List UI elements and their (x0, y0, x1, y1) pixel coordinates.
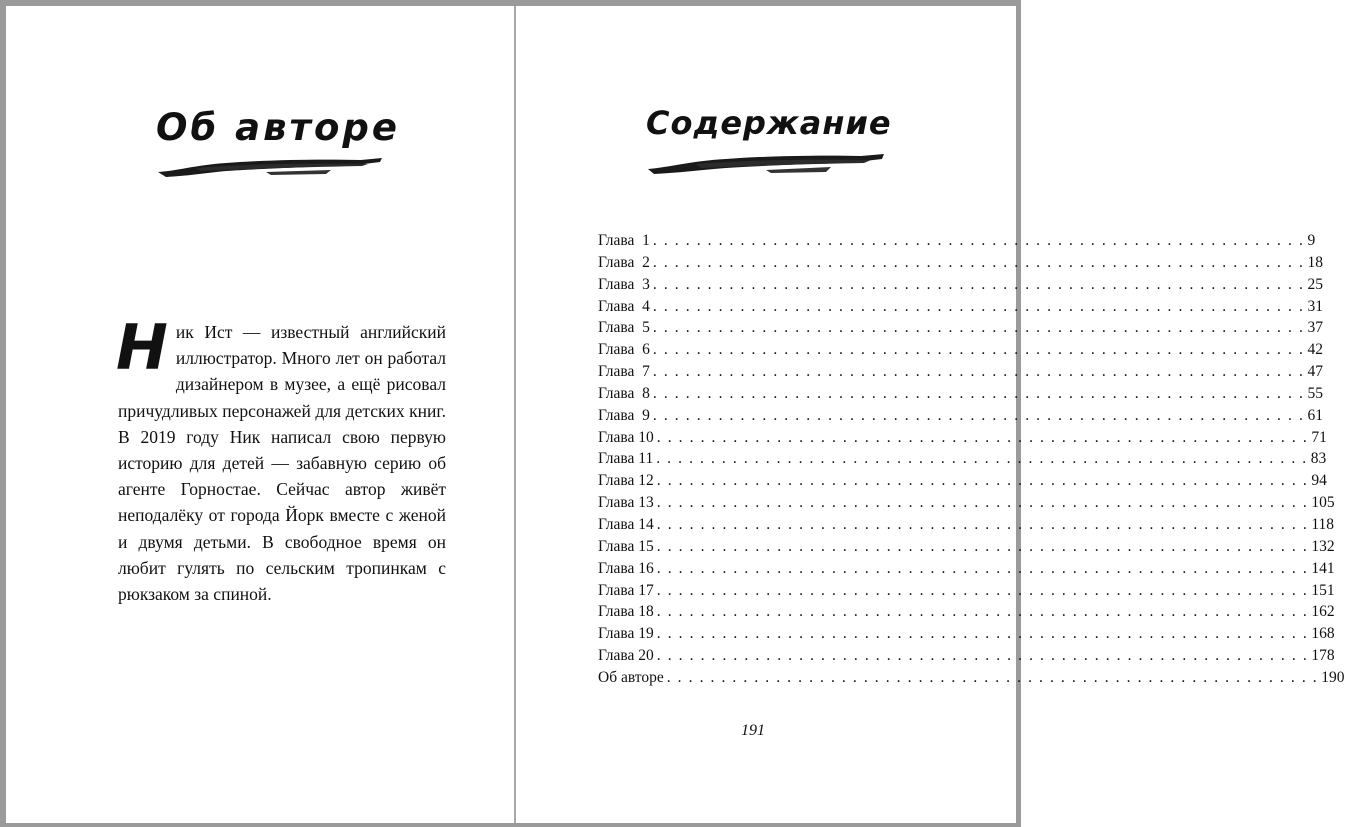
toc-entry-page: 94 (1311, 472, 1327, 490)
toc-entry (598, 361, 1323, 383)
toc-entry (598, 252, 1323, 274)
toc-entry (598, 427, 1327, 449)
toc-leader-dots: . . . . . . . . . . . . . . . . . . . . . . . . . . . . . . . . . . . . . . . . . . . . . . . . . . . . . . . . . . . . (652, 384, 1305, 402)
toc-entry-label: Глава 20 (598, 647, 654, 665)
toc-entry-page: 47 (1307, 363, 1323, 381)
toc-entry-label: Глава 16 (598, 559, 654, 577)
toc-leader-dots: . . . . . . . . . . . . . . . . . . . . . . . . . . . . . . . . . . . . . . . . . . . . . . . . . . . . . . . . . . . . (652, 297, 1305, 315)
toc-entry-page: 83 (1310, 450, 1327, 468)
left-page (6, 6, 514, 823)
toc-leader-dots: . . . . . . . . . . . . . . . . . . . . . . . . . . . . . . . . . . . . . . . . . . . . . . . . . . . . . . . . . . . . (652, 232, 1305, 249)
toc-entry-label: Глава 5 (598, 319, 650, 337)
toc-entry (598, 492, 1335, 514)
toc-entry (598, 383, 1323, 405)
toc-entry (598, 601, 1335, 623)
toc-entry-label: Глава 17 (598, 581, 654, 599)
toc-leader-dots: . . . . . . . . . . . . . . . . . . . . . . . . . . . . . . . . . . . . . . . . . . . . . . . . . . . . . . . . . . . . (656, 494, 1309, 512)
toc-entry-page: 42 (1307, 341, 1323, 359)
toc-entry (598, 558, 1335, 580)
toc-entry-page: 37 (1307, 319, 1323, 337)
toc-leader-dots: . . . . . . . . . . . . . . . . . . . . . . . . . . . . . . . . . . . . . . . . . . . . . . . . . . . . . . . . . . . . (656, 559, 1309, 577)
toc-entry-page: 18 (1307, 253, 1323, 271)
toc-entry-label: Глава 10 (598, 428, 654, 446)
toc-entry-page: 25 (1307, 275, 1323, 293)
dropcap-letter: Н (116, 311, 168, 384)
toc-entry-page: 105 (1311, 494, 1335, 512)
toc-entry-label: Глава 7 (598, 363, 650, 381)
toc-entry-page: 118 (1311, 515, 1334, 533)
toc-entry-page: 162 (1311, 603, 1335, 621)
toc-entry (598, 448, 1327, 470)
toc-entry (598, 470, 1327, 492)
toc-entry (598, 645, 1335, 667)
page-number: 191 (741, 722, 765, 739)
toc-entry-label: Об авторе (598, 668, 664, 686)
toc-entry-label: Глава 6 (598, 341, 650, 359)
toc-leader-dots: . . . . . . . . . . . . . . . . . . . . . . . . . . . . . . . . . . . . . . . . . . . . . . . . . . . . . . . . . . . . (666, 668, 1319, 686)
toc-entry-label: Глава 8 (598, 384, 650, 402)
toc-leader-dots: . . . . . . . . . . . . . . . . . . . . . . . . . . . . . . . . . . . . . . . . . . . . . . . . . . . . . . . . . . . . (652, 406, 1305, 424)
toc-entry (598, 230, 1316, 252)
toc-entry-label: Глава 3 (598, 275, 650, 293)
author-bio-text: ик Ист — известный английский иллюстратор. Много лет он работал дизайнером в музее, а ещё рисовал причудливых персонажей для детских книг. В 2019 году Ник написал свою первую историю для детей — забавную серию об агенте Горностае. Сейчас автор живёт неподалёку от города Йорк вместе с женой и двумя детьми. В свободное время он любит гулять по сельским тропинкам с рюкзаком за спиной. (118, 322, 446, 605)
toc-entry-label: Глава 4 (598, 297, 650, 315)
toc-entry (598, 317, 1323, 339)
toc-entry-label: Глава 9 (598, 406, 650, 424)
toc-leader-dots: . . . . . . . . . . . . . . . . . . . . . . . . . . . . . . . . . . . . . . . . . . . . . . . . . . . . . . . . . . . . (656, 450, 1308, 468)
toc-entry (598, 667, 1345, 689)
toc-entry-label: Глава 14 (598, 515, 654, 533)
toc-entry-label: Глава 12 (598, 472, 654, 490)
toc-entry-label: Глава 18 (598, 603, 654, 621)
toc-entry-page: 61 (1307, 406, 1323, 424)
toc-entry (598, 405, 1323, 427)
toc-entry-label: Глава 11 (598, 450, 654, 468)
toc-entry-page: 9 (1307, 232, 1316, 249)
toc-leader-dots: . . . . . . . . . . . . . . . . . . . . . . . . . . . . . . . . . . . . . . . . . . . . . . . . . . . . . . . . . . . . (656, 428, 1309, 446)
toc-entry-page: 178 (1311, 647, 1335, 665)
toc-entry (598, 296, 1323, 318)
toc-leader-dots: . . . . . . . . . . . . . . . . . . . . . . . . . . . . . . . . . . . . . . . . . . . . . . . . . . . . . . . . . . . . (656, 472, 1309, 490)
about-author-heading: Об авторе (156, 106, 400, 149)
toc-entry (598, 580, 1335, 602)
toc-entry (598, 339, 1323, 361)
toc-entry-page: 168 (1311, 625, 1335, 643)
right-page (516, 6, 1345, 823)
table-of-contents (598, 230, 1345, 689)
toc-leader-dots: . . . . . . . . . . . . . . . . . . . . . . . . . . . . . . . . . . . . . . . . . . . . . . . . . . . . . . . . . . . . (652, 341, 1305, 359)
toc-leader-dots: . . . . . . . . . . . . . . . . . . . . . . . . . . . . . . . . . . . . . . . . . . . . . . . . . . . . . . . . . . . . (656, 647, 1309, 665)
toc-entry (598, 536, 1335, 558)
author-bio (116, 311, 446, 607)
toc-entry-label: Глава 13 (598, 494, 654, 512)
toc-entry-page: 31 (1307, 297, 1323, 315)
brush-stroke-underline (156, 156, 386, 180)
toc-leader-dots: . . . . . . . . . . . . . . . . . . . . . . . . . . . . . . . . . . . . . . . . . . . . . . . . . . . . . . . . . . . . (656, 581, 1309, 599)
toc-entry-label: Глава 2 (598, 253, 650, 271)
contents-heading: Содержание (646, 104, 892, 142)
toc-leader-dots: . . . . . . . . . . . . . . . . . . . . . . . . . . . . . . . . . . . . . . . . . . . . . . . . . . . . . . . . . . . . (656, 537, 1309, 555)
brush-stroke-underline (646, 152, 886, 178)
toc-entry-page: 55 (1307, 384, 1323, 402)
toc-entry-page: 190 (1321, 668, 1345, 686)
toc-entry-page: 141 (1311, 559, 1335, 577)
toc-entry-label: Глава 1 (598, 232, 650, 249)
toc-leader-dots: . . . . . . . . . . . . . . . . . . . . . . . . . . . . . . . . . . . . . . . . . . . . . . . . . . . . . . . . . . . . (652, 363, 1305, 381)
toc-entry (598, 274, 1323, 296)
toc-leader-dots: . . . . . . . . . . . . . . . . . . . . . . . . . . . . . . . . . . . . . . . . . . . . . . . . . . . . . . . . . . . . (652, 253, 1305, 271)
toc-leader-dots: . . . . . . . . . . . . . . . . . . . . . . . . . . . . . . . . . . . . . . . . . . . . . . . . . . . . . . . . . . . . (652, 319, 1305, 337)
toc-entry (598, 623, 1335, 645)
toc-entry-page: 132 (1311, 537, 1335, 555)
toc-entry-page: 71 (1311, 428, 1327, 446)
toc-entry-label: Глава 19 (598, 625, 654, 643)
toc-entry (598, 514, 1334, 536)
toc-leader-dots: . . . . . . . . . . . . . . . . . . . . . . . . . . . . . . . . . . . . . . . . . . . . . . . . . . . . . . . . . . . . (652, 275, 1305, 293)
toc-leader-dots: . . . . . . . . . . . . . . . . . . . . . . . . . . . . . . . . . . . . . . . . . . . . . . . . . . . . . . . . . . . . (656, 515, 1309, 533)
toc-leader-dots: . . . . . . . . . . . . . . . . . . . . . . . . . . . . . . . . . . . . . . . . . . . . . . . . . . . . . . . . . . . . (656, 603, 1309, 621)
toc-leader-dots: . . . . . . . . . . . . . . . . . . . . . . . . . . . . . . . . . . . . . . . . . . . . . . . . . . . . . . . . . . . . (656, 625, 1309, 643)
toc-entry-label: Глава 15 (598, 537, 654, 555)
toc-entry-page: 151 (1311, 581, 1335, 599)
